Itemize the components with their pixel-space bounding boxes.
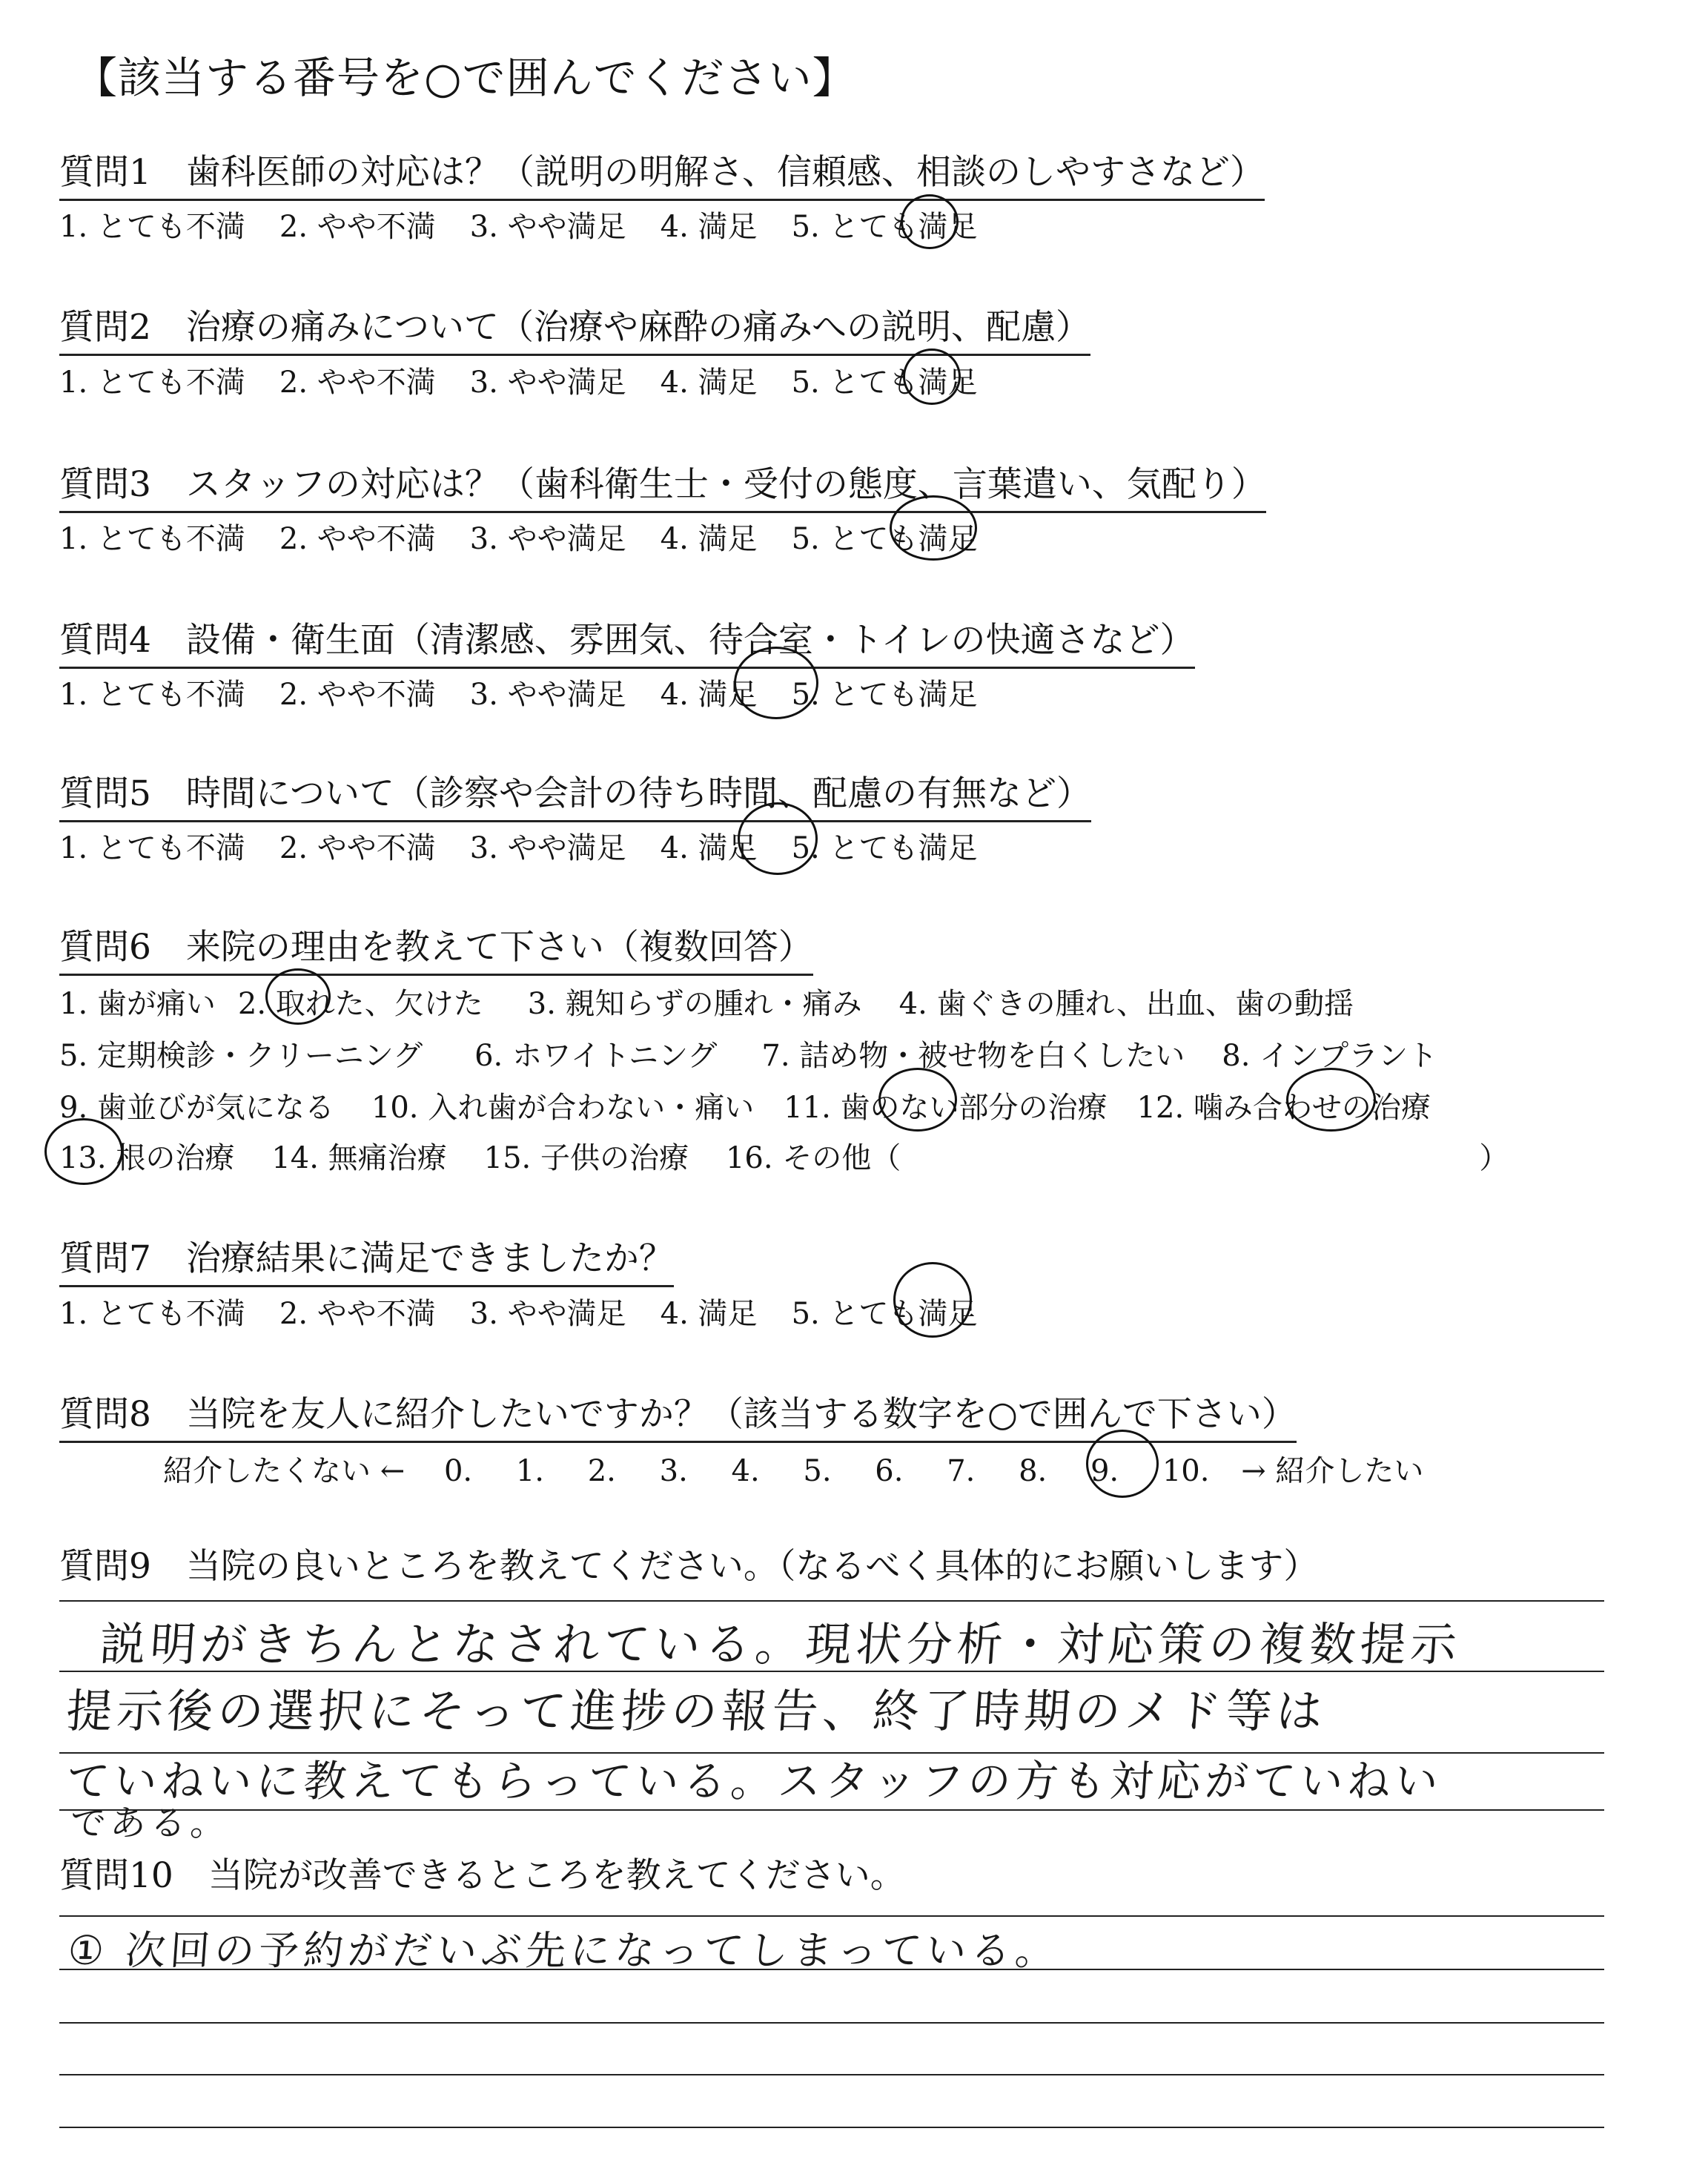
nps-4[interactable]: 4. (731, 1454, 760, 1488)
option-5[interactable]: 5. とても満足 (791, 678, 978, 712)
option-5[interactable]: 5. とても満足 (791, 1297, 978, 1331)
nps-9[interactable]: 9. (1090, 1454, 1119, 1488)
reason-15[interactable]: 15. 子供の治療 (483, 1141, 689, 1175)
option-2[interactable]: 2. やや不満 (279, 522, 436, 556)
reason-7[interactable]: 7. 詰め物・被せ物を白くしたい (761, 1039, 1185, 1073)
question-6-row-4 (59, 1135, 1509, 1177)
option-3[interactable]: 3. やや満足 (469, 366, 626, 400)
reason-16-close: ） (1479, 1141, 1509, 1175)
answer-line (59, 1915, 1604, 1917)
selection-circle (265, 968, 331, 1025)
selection-circle (890, 495, 977, 561)
option-1[interactable]: 1. とても不満 (59, 1297, 245, 1331)
option-4[interactable]: 4. 満足 (660, 522, 758, 556)
option-2[interactable]: 2. やや不満 (279, 366, 436, 400)
option-2[interactable]: 2. やや不満 (279, 831, 436, 865)
option-1[interactable]: 1. とても不満 (59, 831, 245, 865)
option-5[interactable]: 5. とても満足 (791, 210, 978, 244)
question-3-options (59, 515, 1011, 558)
nps-1[interactable]: 1. (515, 1454, 545, 1488)
question-6-label: 質問6 来院の理由を教えて下さい（複数回答） (59, 919, 813, 976)
option-2[interactable]: 2. やや不満 (279, 210, 436, 244)
option-5[interactable]: 5. とても満足 (791, 522, 978, 556)
selection-circle (901, 194, 959, 249)
reason-16[interactable]: 16. その他（ (725, 1141, 901, 1175)
option-2[interactable]: 2. やや不満 (279, 678, 436, 712)
selection-circle (903, 349, 961, 405)
question-6-row-3 (59, 1084, 1431, 1126)
reason-9[interactable]: 9. 歯並びが気になる (59, 1091, 334, 1125)
option-5[interactable]: 5. とても満足 (791, 831, 978, 865)
reason-12[interactable]: 12. 噛み合わせの治療 (1136, 1091, 1431, 1125)
nps-7[interactable]: 7. (947, 1454, 976, 1488)
selection-circle (893, 1262, 972, 1338)
question-9-label: 質問9 当院の良いところを教えてください。（なるべく具体的にお願いします） (59, 1546, 1319, 1587)
answer-line (59, 2022, 1604, 2024)
reason-10[interactable]: 10. 入れ歯が合わない・痛い (371, 1091, 755, 1125)
option-3[interactable]: 3. やや満足 (469, 210, 626, 244)
option-1[interactable]: 1. とても不満 (59, 366, 245, 400)
selection-circle (738, 802, 818, 875)
reason-13[interactable]: 13. 根の治療 (59, 1141, 235, 1175)
option-3[interactable]: 3. やや満足 (469, 831, 626, 865)
question-8-scale (163, 1447, 1423, 1490)
nps-10[interactable]: 10. (1162, 1454, 1210, 1488)
option-4[interactable]: 4. 満足 (660, 678, 758, 712)
option-1[interactable]: 1. とても不満 (59, 522, 245, 556)
question-6-row-2 (59, 1032, 1437, 1074)
question-10-label: 質問10 当院が改善できるところを教えてください。 (59, 1855, 905, 1896)
question-5-label: 質問5 時間について（診察や会計の待ち時間、配慮の有無など） (59, 766, 1091, 822)
nps-0[interactable]: 0. (443, 1454, 473, 1488)
handwritten-answer-line: ていねいに教えてもらっている。スタッフの方も対応がていねい (64, 1756, 1445, 1806)
question-4-options (59, 671, 1011, 713)
option-4[interactable]: 4. 満足 (660, 831, 758, 865)
handwritten-answer-line: ① 次回の予約がだいぶ先になってしまっている。 (66, 1927, 1062, 1974)
question-3-label: 質問3 スタッフの対応は？（歯科衛生士・受付の態度、言葉遣い、気配り） (59, 457, 1266, 513)
reason-2[interactable]: 2. 取れた、欠けた (237, 987, 483, 1021)
nps-2[interactable]: 2. (587, 1454, 616, 1488)
reason-5[interactable]: 5. 定期検診・クリーニング (59, 1039, 423, 1073)
question-7-options (59, 1290, 1011, 1332)
answer-line (59, 2074, 1604, 2075)
reason-4[interactable]: 4. 歯ぐきの腫れ、出血、歯の動揺 (898, 987, 1354, 1021)
reason-14[interactable]: 14. 無痛治療 (271, 1141, 447, 1175)
question-6-row-1 (59, 980, 1354, 1023)
nps-3[interactable]: 3. (659, 1454, 688, 1488)
reason-1[interactable]: 1. 歯が痛い (59, 987, 216, 1021)
answer-line (59, 1809, 1604, 1811)
question-7-label: 質問7 治療結果に満足できましたか？ (59, 1231, 674, 1287)
handwritten-answer-line: 説明がきちんとなされている。現状分析・対応策の複数提示 (98, 1617, 1463, 1671)
option-3[interactable]: 3. やや満足 (469, 1297, 626, 1331)
nps-left-label: 紹介したくない ← (163, 1454, 406, 1488)
selection-circle (878, 1068, 957, 1132)
handwritten-answer-line: 提示後の選択にそって進捗の報告、終了時期のメド等は (64, 1684, 1329, 1738)
option-3[interactable]: 3. やや満足 (469, 522, 626, 556)
nps-5[interactable]: 5. (803, 1454, 832, 1488)
option-1[interactable]: 1. とても不満 (59, 210, 245, 244)
answer-line (59, 1600, 1604, 1602)
question-1-options (59, 203, 1011, 245)
question-8-label: 質問8 当院を友人に紹介したいですか？（該当する数字を○で囲んで下さい） (59, 1387, 1297, 1443)
nps-8[interactable]: 8. (1019, 1454, 1047, 1488)
selection-circle (44, 1118, 123, 1185)
question-2-options (59, 359, 1011, 401)
answer-line (59, 2127, 1604, 2128)
option-4[interactable]: 4. 満足 (660, 1297, 758, 1331)
question-4-label: 質問4 設備・衛生面（清潔感、雰囲気、待合室・トイレの快適さなど） (59, 612, 1195, 669)
handwritten-answer-line: である。 (68, 1803, 232, 1844)
question-5-options (59, 825, 1011, 867)
page-title: 【該当する番号を○で囲んでください】 (74, 53, 856, 103)
selection-circle (734, 647, 818, 719)
option-3[interactable]: 3. やや満足 (469, 678, 626, 712)
selection-circle (1286, 1068, 1376, 1132)
question-1-label: 質問1 歯科医師の対応は？（説明の明解さ、信頼感、相談のしやすさなど） (59, 145, 1265, 201)
reason-11[interactable]: 11. 歯のない部分の治療 (784, 1091, 1108, 1125)
nps-6[interactable]: 6. (875, 1454, 904, 1488)
option-5[interactable]: 5. とても満足 (791, 366, 978, 400)
selection-circle (1086, 1430, 1159, 1498)
option-2[interactable]: 2. やや不満 (279, 1297, 436, 1331)
reason-6[interactable]: 6. ホワイトニング (474, 1039, 718, 1073)
reason-3[interactable]: 3. 親知らずの腫れ・痛み (527, 987, 862, 1021)
question-2-label: 質問2 治療の痛みについて（治療や麻酔の痛みへの説明、配慮） (59, 300, 1090, 356)
option-1[interactable]: 1. とても不満 (59, 678, 245, 712)
reason-8[interactable]: 8. インプラント (1222, 1039, 1438, 1073)
nps-right-label: → 紹介したい (1241, 1454, 1424, 1488)
option-4[interactable]: 4. 満足 (660, 366, 758, 400)
option-4[interactable]: 4. 満足 (660, 210, 758, 244)
